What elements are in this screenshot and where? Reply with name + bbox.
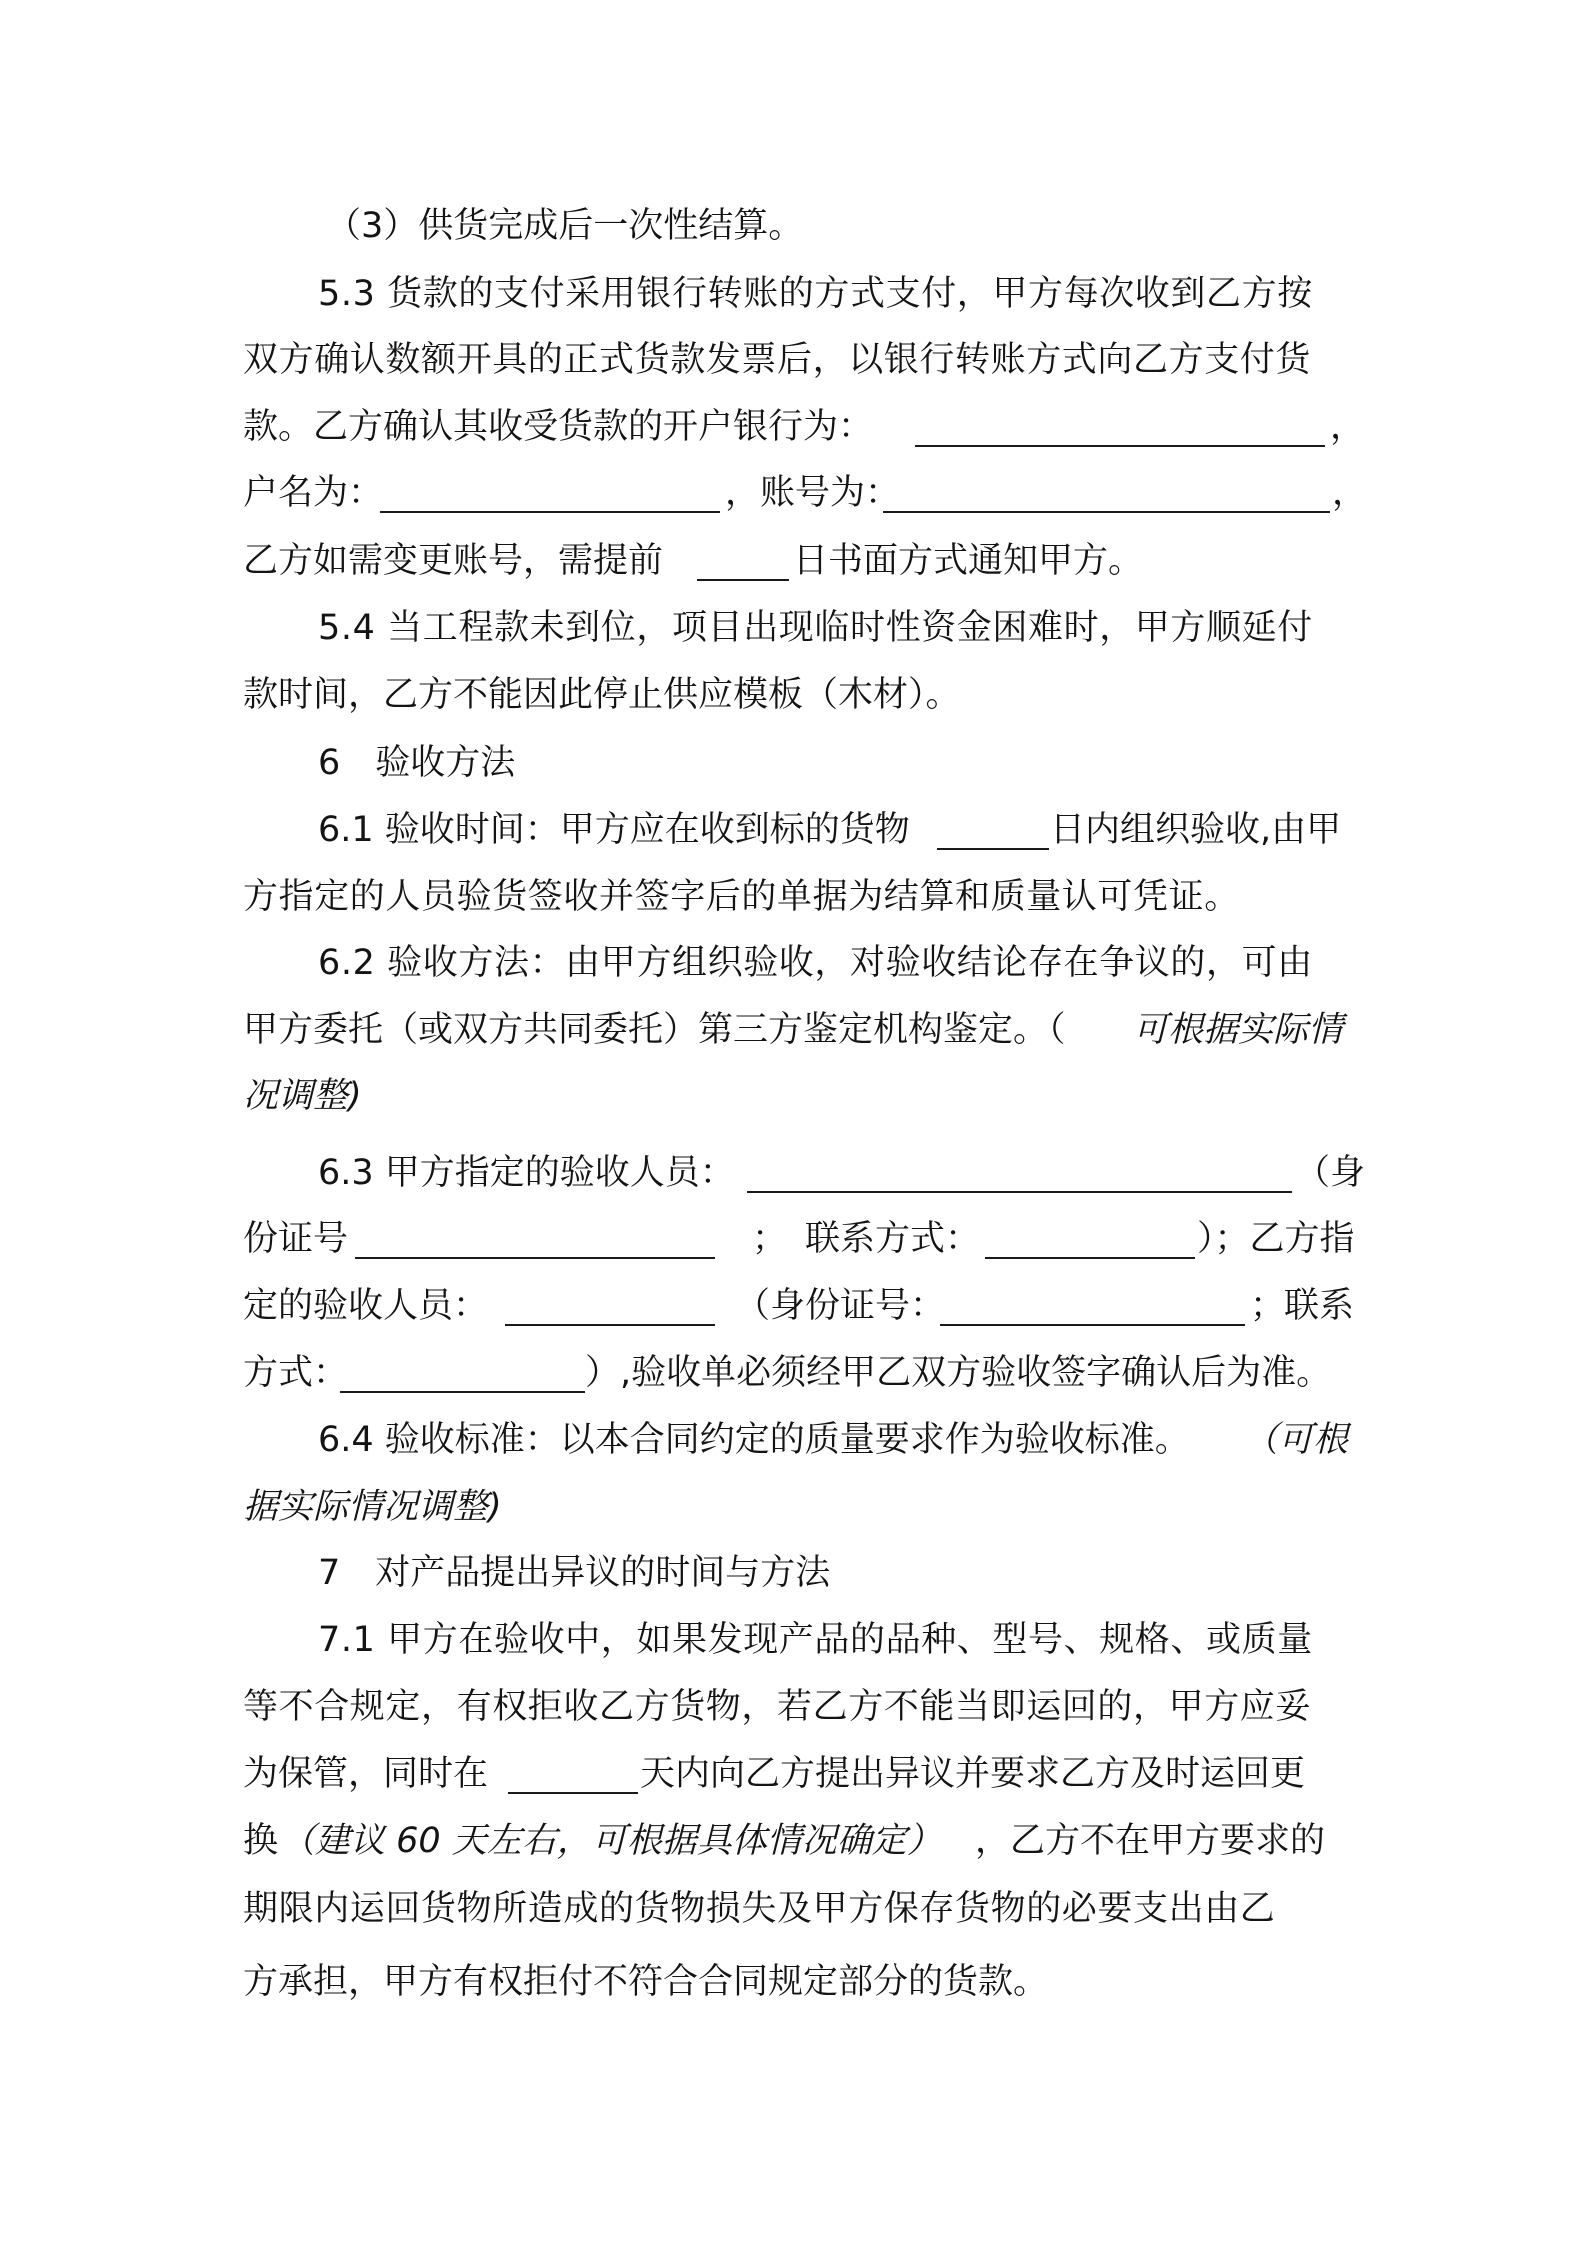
seller-contact-blank[interactable] [340, 1391, 585, 1393]
paragraph-text: 6.1 验收时间：甲方应在收到标的货物 [318, 810, 910, 850]
paragraph-text: 期限内运回货物所造成的货物损失及甲方保存货物的必要支出由乙 [243, 1889, 1276, 1929]
paragraph-text: 换 [243, 1821, 279, 1861]
paragraph-text: 双方确认数额开具的正式货款发票后，以银行转账方式向乙方支付货 [243, 340, 1312, 380]
paragraph-text: 日内组织验收,由甲 [1050, 810, 1342, 850]
clause-6-1-line-1 [0, 804, 1586, 856]
punctuation: ； [752, 1219, 788, 1259]
paragraph-text: 等不合规定，有权拒收乙方货物，若乙方不能当即运回的，甲方应妥 [243, 1687, 1312, 1727]
account-number-blank[interactable] [883, 511, 1330, 513]
id-number-label: （身份证号： [735, 1286, 946, 1326]
clause-6-3-line-2 [0, 1213, 1586, 1265]
clause-5-2-item-3 [0, 200, 1586, 252]
account-name-label: 户名为： [243, 473, 384, 513]
seller-inspector-blank[interactable] [505, 1324, 715, 1326]
clause-7-1-line-1 [0, 1614, 1586, 1666]
punctuation: ， [1332, 473, 1368, 513]
paragraph-text: 款时间，乙方不能因此停止供应模板（木材）。 [243, 675, 961, 715]
clause-6-4-line-2 [0, 1481, 1586, 1533]
buyer-contact-blank[interactable] [985, 1257, 1195, 1259]
paragraph-text: ）,验收单必须经甲乙双方验收签字确认后为准。 [585, 1353, 1332, 1393]
acceptance-days-blank[interactable] [937, 848, 1049, 850]
punctuation: ； [1250, 1286, 1286, 1326]
clause-6-3-line-3 [0, 1280, 1586, 1332]
notice-days-blank[interactable] [697, 579, 789, 581]
clause-6-2-line-2 [0, 1004, 1586, 1056]
clause-7-1-line-6 [0, 1956, 1586, 2008]
punctuation: ， [1330, 407, 1366, 447]
paragraph-text: 为保管，同时在 [243, 1754, 489, 1794]
paragraph-text: ）；乙方指 [1197, 1219, 1355, 1259]
buyer-id-number-blank[interactable] [355, 1257, 715, 1259]
clause-7-1-line-3 [0, 1748, 1586, 1800]
id-number-label: 份证号 [243, 1219, 349, 1259]
clause-7-1-line-4 [0, 1815, 1586, 1867]
paragraph-text: 7.1 甲方在验收中，如果发现产品的品种、型号、规格、或质量 [318, 1620, 1313, 1660]
account-name-blank[interactable] [380, 511, 720, 513]
paragraph-text: （3）供货完成后一次性结算。 [326, 206, 804, 246]
paragraph-text: 乙方如需变更账号，需提前 [243, 541, 664, 581]
bank-label: 款。乙方确认其收受货款的开户银行为： [243, 407, 874, 447]
clause-7-1-line-5 [0, 1883, 1586, 1935]
note-text: 据实际情况调整) [243, 1487, 502, 1527]
clause-5-3-line-3 [0, 401, 1586, 453]
paragraph-text: 日书面方式通知甲方。 [793, 541, 1144, 581]
bank-name-blank[interactable] [915, 445, 1325, 447]
paragraph-text: 方承担，甲方有权拒付不符合合同规定部分的货款。 [243, 1962, 1049, 2002]
section-heading: 6 验收方法 [318, 743, 516, 783]
note-text: 况调整) [243, 1076, 362, 1116]
paragraph-text: 6.4 验收标准：以本合同约定的质量要求作为验收标准。 [318, 1420, 1190, 1460]
clause-6-3-line-4 [0, 1347, 1586, 1399]
objection-days-blank[interactable] [508, 1792, 638, 1794]
clause-6-3-line-1 [0, 1147, 1586, 1199]
paragraph-text: 6.2 验收方法：由甲方组织验收，对验收结论存在争议的，可由 [318, 943, 1313, 983]
clause-7-1-line-2 [0, 1681, 1586, 1733]
note-text: （可根 [1243, 1420, 1349, 1460]
paragraph-text: 5.3 货款的支付采用银行转账的方式支付，甲方每次收到乙方按 [318, 274, 1313, 314]
section-heading: 7 对产品提出异议的时间与方法 [318, 1553, 831, 1593]
contact-label: 联系方式： [805, 1219, 981, 1259]
clause-5-3-line-4 [0, 467, 1586, 519]
paragraph-text: 联系 [1284, 1286, 1355, 1326]
clause-5-4-line-1 [0, 602, 1586, 654]
section-6-heading [0, 737, 1586, 789]
clause-6-2-line-3 [0, 1070, 1586, 1122]
buyer-inspector-label: 6.3 甲方指定的验收人员： [318, 1153, 735, 1193]
paragraph-text: 甲方委托（或双方共同委托）第三方鉴定机构鉴定。（ [243, 1010, 1066, 1050]
seller-id-number-blank[interactable] [940, 1324, 1245, 1326]
paragraph-text: （身 [1295, 1153, 1366, 1193]
clause-5-3-line-5 [0, 535, 1586, 587]
note-text: 可根据实际情 [1133, 1010, 1344, 1050]
section-7-heading [0, 1547, 1586, 1599]
note-text: （建议 60 天左右，可根据具体情况确定） [280, 1821, 942, 1861]
paragraph-text: ，乙方不在甲方要求的 [975, 1821, 1326, 1861]
clause-5-3-line-2 [0, 334, 1586, 386]
clause-6-2-line-1 [0, 937, 1586, 989]
clause-5-3-line-1 [0, 268, 1586, 320]
clause-5-4-line-2 [0, 669, 1586, 721]
clause-6-4-line-1 [0, 1414, 1586, 1466]
contact-label: 方式： [243, 1353, 349, 1393]
paragraph-text: 方指定的人员验货签收并签字后的单据为结算和质量认可凭证。 [243, 877, 1240, 917]
account-number-label: ，账号为： [725, 473, 901, 513]
clause-6-1-line-2 [0, 871, 1586, 923]
seller-inspector-label: 定的验收人员： [243, 1286, 489, 1326]
paragraph-text: 5.4 当工程款未到位，项目出现临时性资金困难时，甲方顺延付 [318, 608, 1313, 648]
paragraph-text: 天内向乙方提出异议并要求乙方及时运回更 [640, 1754, 1306, 1794]
buyer-inspector-blank[interactable] [747, 1191, 1292, 1193]
